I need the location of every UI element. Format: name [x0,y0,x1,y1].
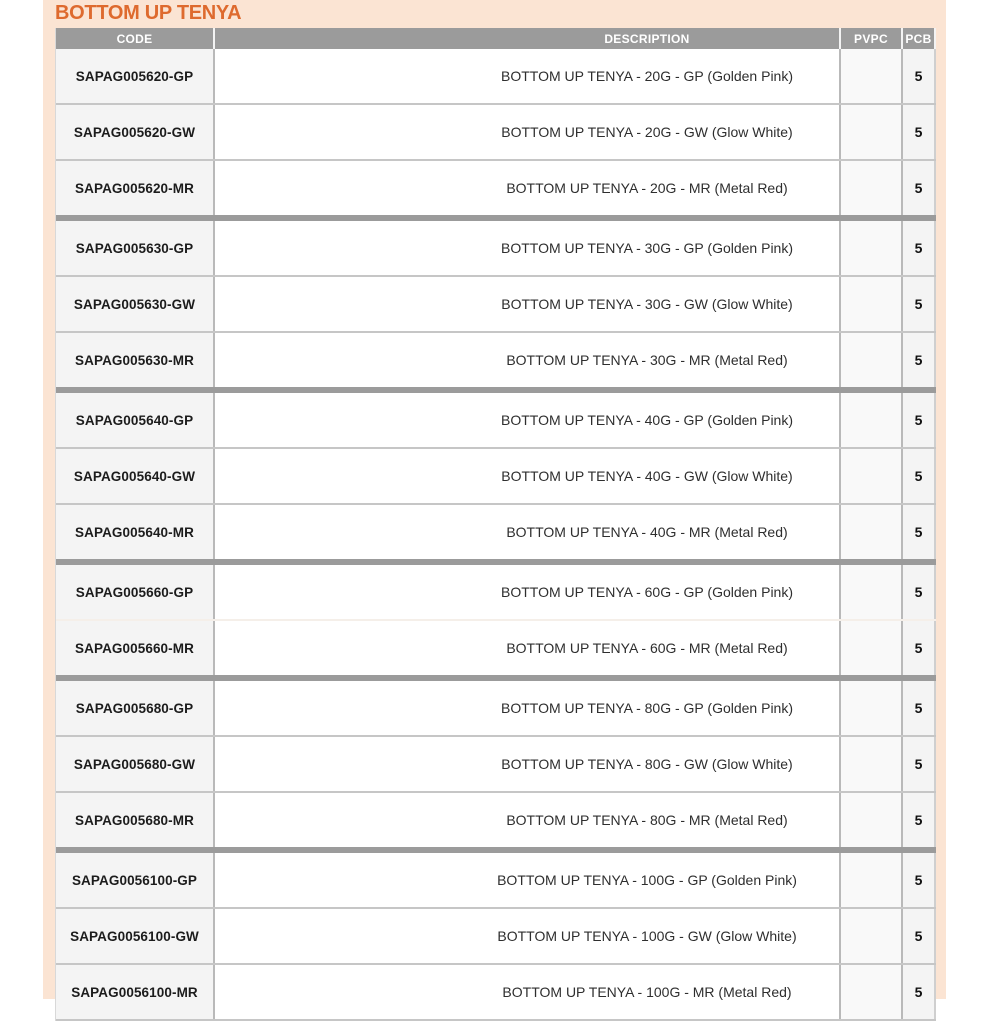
header-code: CODE [56,28,215,49]
table-row [56,907,936,963]
product-table [55,28,936,1021]
pcb-cell: 5 [903,277,936,331]
header-pcb: PCB [903,28,936,49]
row-group [56,221,936,387]
table-row [56,503,936,559]
pvpc-cell [841,965,903,1019]
code-cell: SAPAG0056100-GP [56,853,215,907]
code-cell: SAPAG005640-GW [56,449,215,503]
pvpc-cell [841,505,903,559]
table-row [56,447,936,503]
pvpc-cell [841,621,903,675]
pcb-cell: 5 [903,449,936,503]
pcb-cell: 5 [903,737,936,791]
description-cell: BOTTOM UP TENYA - 40G - GP (Golden Pink) [215,393,841,447]
code-cell: SAPAG005660-MR [56,621,215,675]
description-cell: BOTTOM UP TENYA - 20G - GW (Glow White) [215,105,841,159]
pcb-cell: 5 [903,565,936,619]
pcb-cell: 5 [903,793,936,847]
header-pvpc: PVPC [841,28,903,49]
code-cell: SAPAG0056100-MR [56,965,215,1019]
description-cell: BOTTOM UP TENYA - 30G - MR (Metal Red) [215,333,841,387]
code-cell: SAPAG005620-MR [56,161,215,215]
code-cell: SAPAG005640-GP [56,393,215,447]
pvpc-cell [841,221,903,275]
description-cell: BOTTOM UP TENYA - 80G - MR (Metal Red) [215,793,841,847]
pvpc-cell [841,161,903,215]
table-row [56,619,936,675]
row-group [56,49,936,215]
pcb-cell: 5 [903,965,936,1019]
pcb-cell: 5 [903,681,936,735]
table-row [56,103,936,159]
pcb-cell: 5 [903,221,936,275]
description-cell: BOTTOM UP TENYA - 100G - GW (Glow White) [215,909,841,963]
table-row [56,681,936,735]
description-cell: BOTTOM UP TENYA - 100G - GP (Golden Pink) [215,853,841,907]
pvpc-cell [841,393,903,447]
table-row [56,159,936,215]
pvpc-cell [841,105,903,159]
row-group [56,681,936,847]
code-cell: SAPAG005680-MR [56,793,215,847]
pvpc-cell [841,681,903,735]
pcb-cell: 5 [903,161,936,215]
table-row [56,221,936,275]
description-cell: BOTTOM UP TENYA - 80G - GW (Glow White) [215,737,841,791]
description-cell: BOTTOM UP TENYA - 30G - GP (Golden Pink) [215,221,841,275]
table-row [56,963,936,1019]
pvpc-cell [841,853,903,907]
table-row [56,735,936,791]
table-body [56,49,936,1019]
row-group [56,393,936,559]
pcb-cell: 5 [903,853,936,907]
code-cell: SAPAG005680-GP [56,681,215,735]
description-cell: BOTTOM UP TENYA - 60G - GP (Golden Pink) [215,565,841,619]
description-cell: BOTTOM UP TENYA - 20G - GP (Golden Pink) [215,49,841,103]
pvpc-cell [841,333,903,387]
pvpc-cell [841,737,903,791]
pvpc-cell [841,793,903,847]
table-row [56,49,936,103]
code-cell: SAPAG005680-GW [56,737,215,791]
pvpc-cell [841,49,903,103]
code-cell: SAPAG005640-MR [56,505,215,559]
table-row [56,393,936,447]
code-cell: SAPAG0056100-GW [56,909,215,963]
pvpc-cell [841,449,903,503]
page-title: BOTTOM UP TENYA [55,2,242,24]
code-cell: SAPAG005630-GP [56,221,215,275]
table-row [56,791,936,847]
pcb-cell: 5 [903,505,936,559]
pcb-cell: 5 [903,333,936,387]
description-cell: BOTTOM UP TENYA - 30G - GW (Glow White) [215,277,841,331]
pcb-cell: 5 [903,105,936,159]
description-cell: BOTTOM UP TENYA - 20G - MR (Metal Red) [215,161,841,215]
description-cell: BOTTOM UP TENYA - 60G - MR (Metal Red) [215,621,841,675]
pcb-cell: 5 [903,393,936,447]
pcb-cell: 5 [903,49,936,103]
code-cell: SAPAG005620-GW [56,105,215,159]
code-cell: SAPAG005630-GW [56,277,215,331]
description-cell: BOTTOM UP TENYA - 80G - GP (Golden Pink) [215,681,841,735]
table-row [56,275,936,331]
code-cell: SAPAG005620-GP [56,49,215,103]
table-row [56,331,936,387]
pvpc-cell [841,565,903,619]
description-cell: BOTTOM UP TENYA - 40G - GW (Glow White) [215,449,841,503]
description-cell: BOTTOM UP TENYA - 100G - MR (Metal Red) [215,965,841,1019]
row-group [56,853,936,1019]
row-group [56,565,936,675]
pvpc-cell [841,909,903,963]
pvpc-cell [841,277,903,331]
table-header-row [56,28,936,49]
code-cell: SAPAG005630-MR [56,333,215,387]
pcb-cell: 5 [903,909,936,963]
table-row [56,565,936,619]
pcb-cell: 5 [903,621,936,675]
header-description: DESCRIPTION [215,28,841,49]
description-cell: BOTTOM UP TENYA - 40G - MR (Metal Red) [215,505,841,559]
table-row [56,853,936,907]
code-cell: SAPAG005660-GP [56,565,215,619]
